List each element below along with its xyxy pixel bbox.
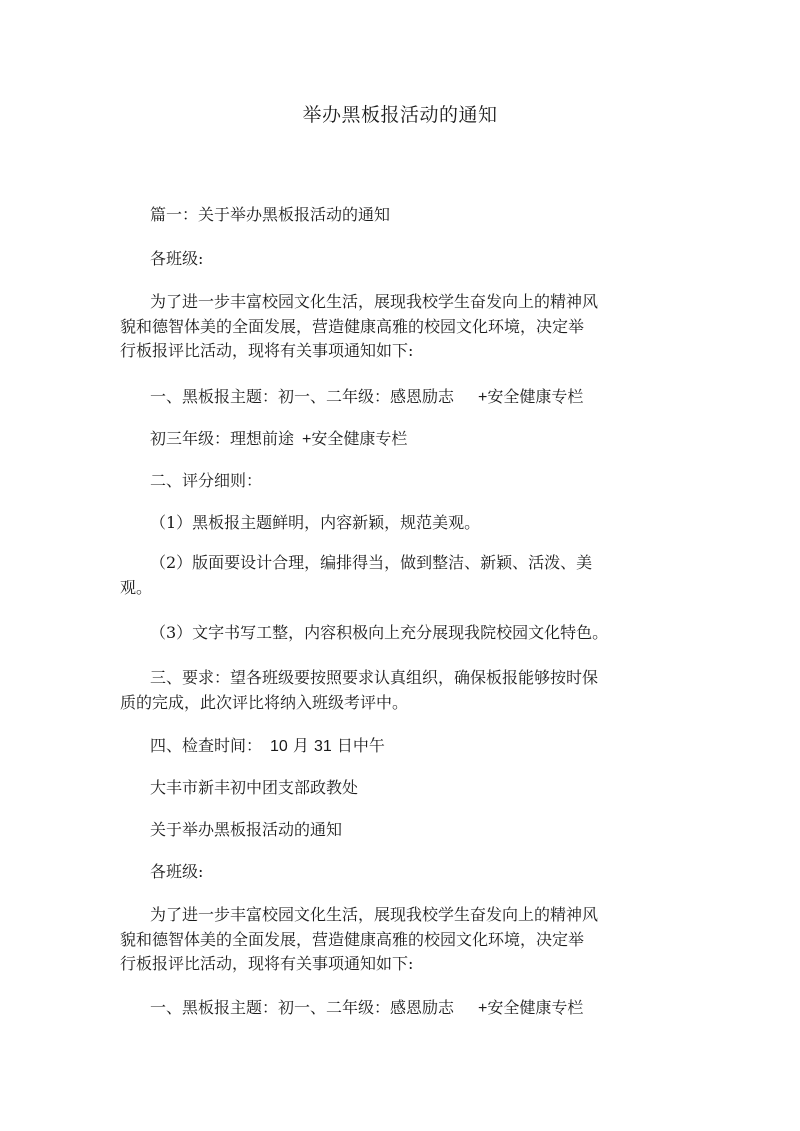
part1-theme-label: 一、黑板报主题：初一、二年级：感恩励志 (150, 387, 455, 406)
part2-heading: 关于举办黑板报活动的通知 (150, 820, 343, 839)
part2-intro-line-3: 行板报评比活动，现将有关事项通知如下: (120, 954, 414, 973)
part2-theme-extra: +安全健康专栏 (478, 1000, 584, 1017)
part2-intro-paragraph (120, 903, 650, 977)
document-title: 举办黑板报活动的通知 (302, 104, 498, 126)
part1-intro-line-2: 貌和德智体美的全面发展，营造健康高雅的校园文化环境，决定举 (120, 316, 585, 336)
part1-check-time-label: 四、检查时间： (150, 736, 263, 755)
part1-criteria-heading: 二、评分细则： (150, 471, 263, 490)
part1-theme-grade3: 初三年级：理想前途 (150, 429, 295, 448)
part1-check-time-month: 10 (270, 738, 288, 755)
part1-theme-grade3-extra: +安全健康专栏 (302, 431, 408, 448)
part1-requirements-line-1: 三、要求：望各班级要按照要求认真组织，确保板报能够按时保 (150, 668, 599, 687)
part2-intro-line-1: 为了进一步丰富校园文化生活，展现我校学生奋发向上的精神风 (150, 905, 599, 924)
part1-theme-line (150, 386, 583, 409)
part1-requirements-line-2: 质的完成，此次评比将纳入班级考评中。 (120, 692, 409, 712)
part2-theme-line (150, 997, 583, 1020)
part1-heading: 篇一：关于举办黑板报活动的通知 (150, 205, 391, 224)
part1-signature: 大丰市新丰初中团支部政教处 (150, 778, 359, 797)
part1-salutation: 各班级: (150, 249, 204, 268)
part1-check-time (150, 735, 385, 758)
part1-criteria-1: （1）黑板报主题鲜明，内容新颖，规范美观。 (150, 513, 481, 532)
part1-check-time-day: 31 (314, 738, 332, 755)
part1-criteria-2-line-1: （2）版面要设计合理，编排得当，做到整洁、新颖、活泼、美 (150, 553, 593, 572)
part1-intro-line-1: 为了进一步丰富校园文化生活，展现我校学生奋发向上的精神风 (150, 292, 599, 311)
part1-requirements (120, 666, 650, 715)
part2-intro-line-2: 貌和德智体美的全面发展，营造健康高雅的校园文化环境，决定举 (120, 929, 585, 949)
part1-intro-line-3: 行板报评比活动，现将有关事项通知如下: (120, 341, 414, 360)
part1-intro-paragraph (120, 290, 650, 364)
part1-theme-grade3-line (150, 428, 407, 451)
part2-theme-label: 一、黑板报主题：初一、二年级：感恩励志 (150, 998, 455, 1017)
part1-criteria-3: （3）文字书写工整，内容积极向上充分展现我院校园文化特色。 (150, 623, 609, 642)
part1-check-time-day-unit: 日中午 (336, 736, 385, 755)
part2-salutation: 各班级: (150, 862, 204, 881)
part1-criteria-2-line-2: 观。 (120, 577, 153, 597)
part1-check-time-month-unit: 月 (292, 736, 309, 755)
part1-criteria-2 (120, 551, 650, 600)
part1-theme-extra: +安全健康专栏 (478, 389, 584, 406)
